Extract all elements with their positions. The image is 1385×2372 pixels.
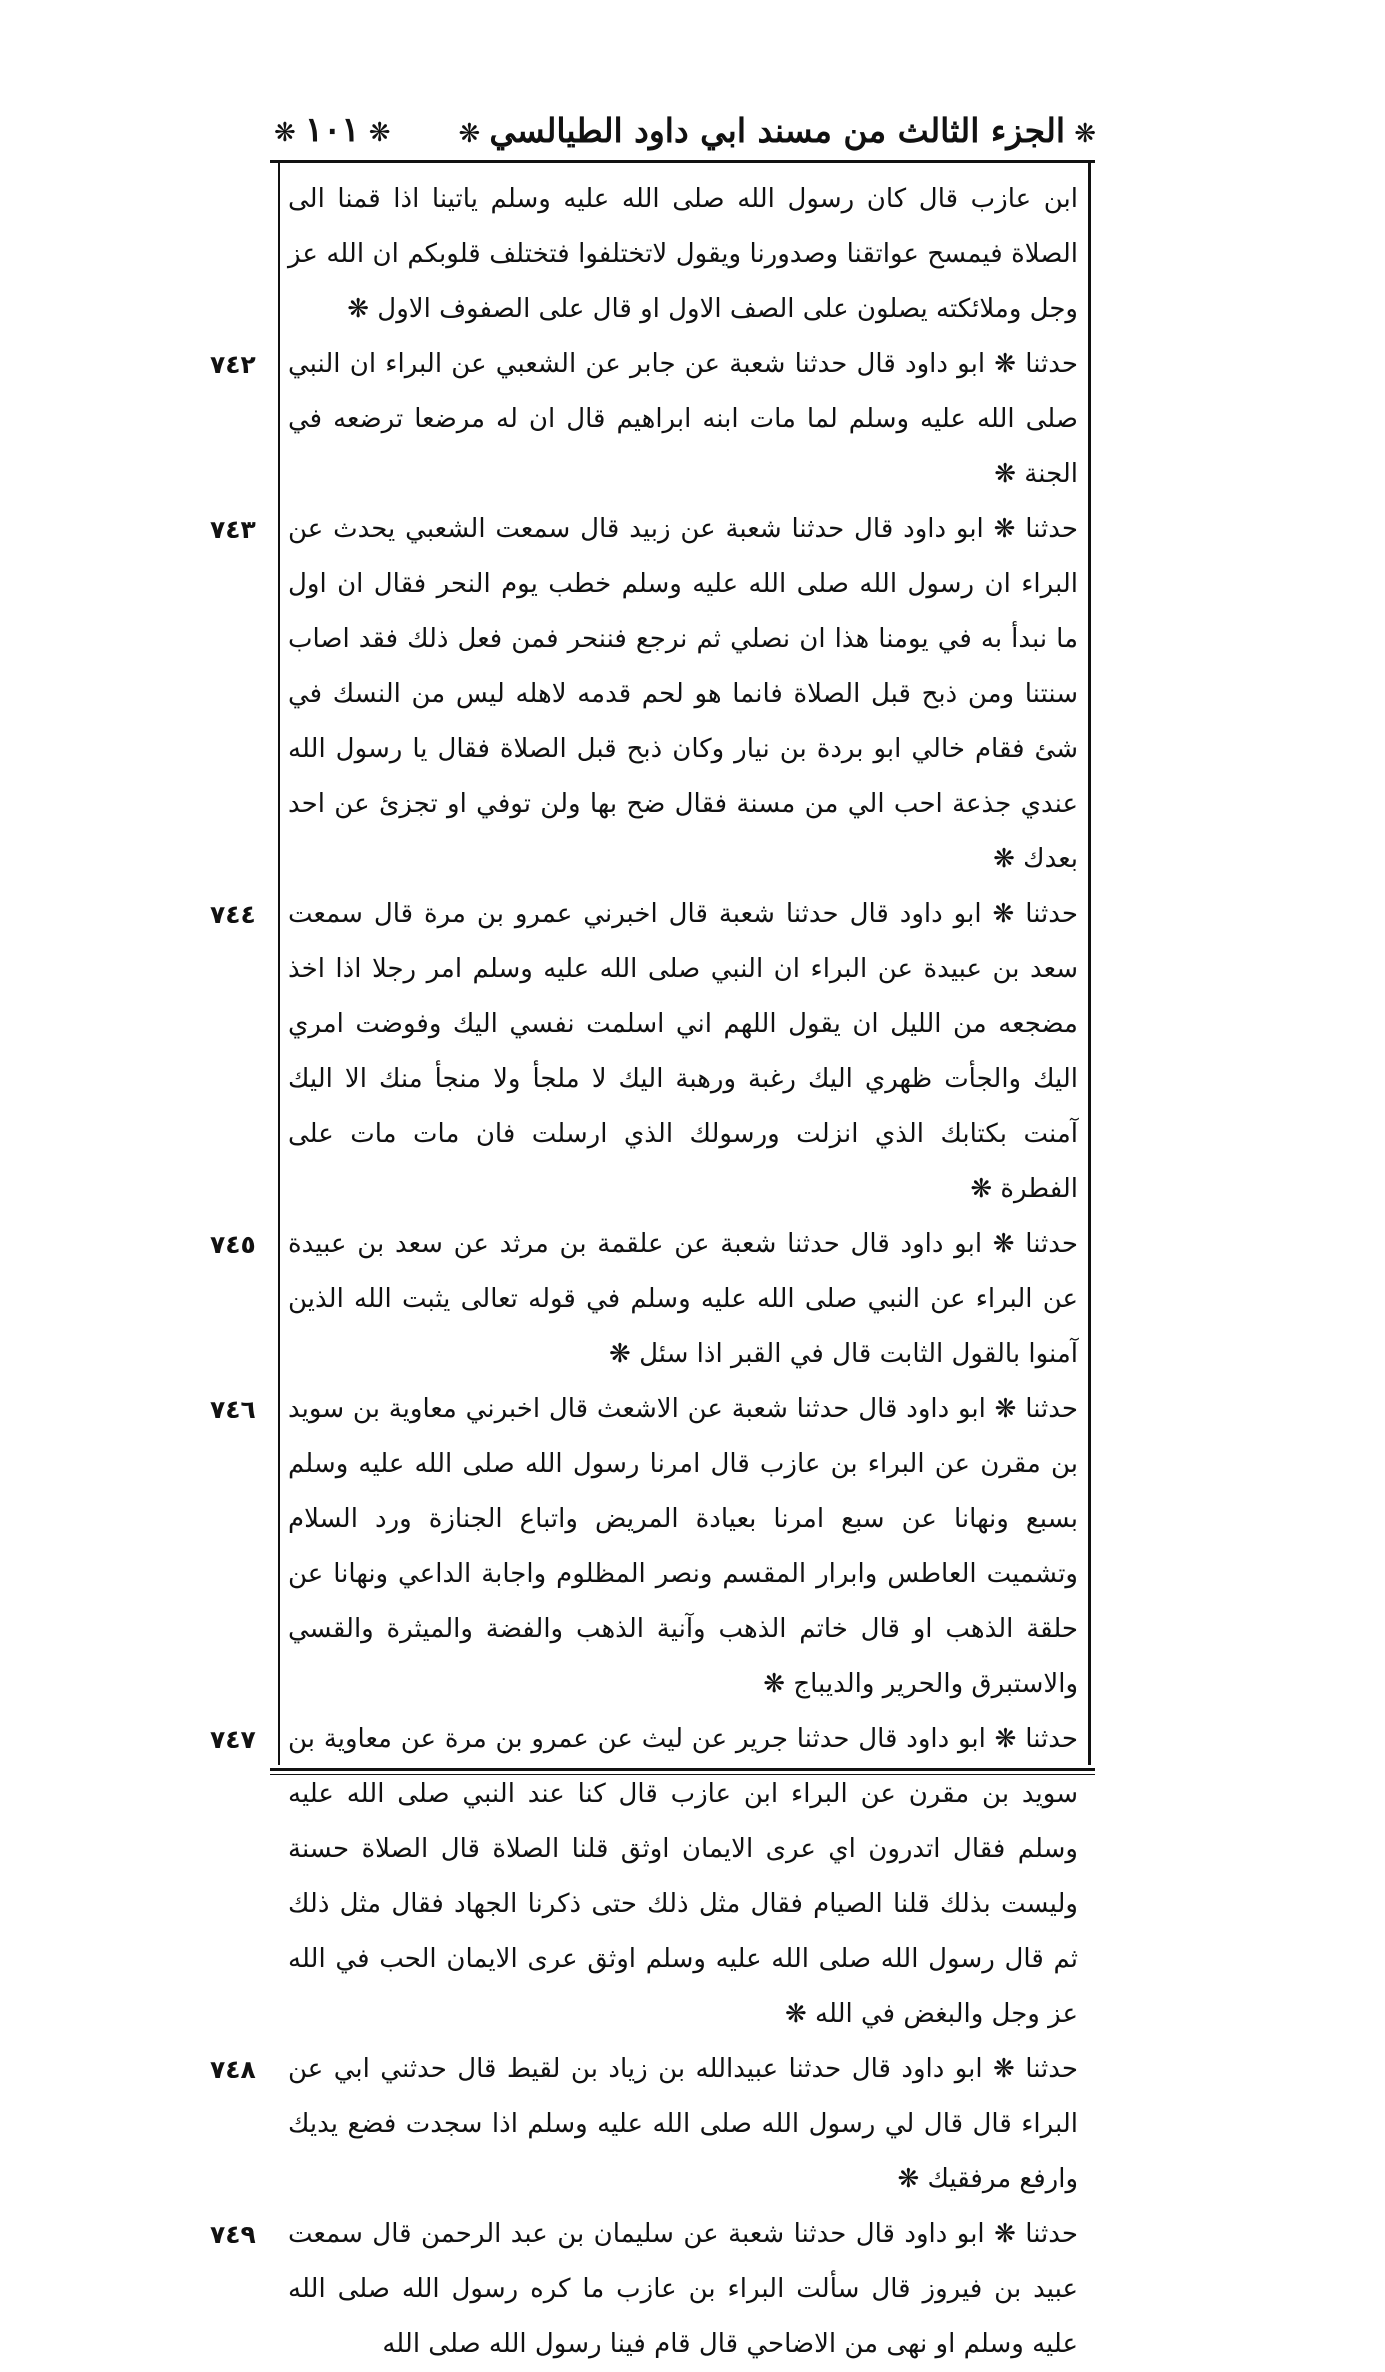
hadith-paragraph	[210, 1712, 1078, 2042]
running-title-text: الجزء الثالث من مسند ابي داود الطيالسي	[489, 110, 1066, 150]
ornament-icon: ❋	[458, 118, 481, 149]
hadith-number: ٧٤٣	[210, 515, 256, 544]
paragraph-text: حدثنا ❋ ابو داود قال حدثنا شعبة عن جابر عن الشعبي عن البراء ان النبي صلى الله عليه وسلم لما مات ابنه ابراهيم قال ان له مرضعا ترضعه في الجنة ❋	[288, 349, 1078, 489]
hadith-paragraph	[210, 2042, 1078, 2207]
hadith-paragraph	[210, 502, 1078, 887]
hadith-number: ٧٤٨	[210, 2055, 256, 2084]
paragraph-text: حدثنا ❋ ابو داود قال حدثنا شعبة عن سليمان بن عبد الرحمن قال سمعت عبيد بن فيروز قال سألت البراء بن عازب ما كره رسول الله صلى الله عليه وسلم او نهى من الاضاحي قال قام فينا رسول الله صلى الله	[288, 2219, 1078, 2359]
hadith-paragraph	[210, 887, 1078, 1217]
page-number-block	[270, 110, 395, 150]
bottom-rule	[270, 1768, 1095, 1771]
hadith-number: ٧٤٧	[210, 1725, 256, 1754]
paragraph-text: ابن عازب قال كان رسول الله صلى الله عليه وسلم ياتينا اذا قمنا الى الصلاة فيمسح عواتقنا وصدورنا ويقول لاتختلفوا فتختلف قلوبكم ان الله عز وجل وملائكته يصلون على الصف الاول او قال على الصفوف الاول ❋	[288, 184, 1078, 324]
hadith-paragraph	[210, 2207, 1078, 2372]
hadith-number: ٧٤٢	[210, 350, 256, 379]
hadith-paragraph	[210, 1382, 1078, 1712]
ornament-icon: ❋	[368, 118, 391, 148]
hadith-paragraph	[210, 1217, 1078, 1382]
paragraph-text: حدثنا ❋ ابو داود قال حدثنا شعبة قال اخبرني عمرو بن مرة قال سمعت سعد بن عبيدة عن البراء ان النبي صلى الله عليه وسلم امر رجلا اذا اخذ مضجعه من الليل ان يقول اللهم اني اسلمت نفسي اليك وفوضت امري اليك والجأت ظهري اليك رغبة ورهبة اليك لا ملجأ ولا منجأ منك الا اليك آمنت بكتابك الذي انزلت ورسولك الذي ارسلت فان مات مات على الفطرة ❋	[288, 899, 1078, 1204]
page-header	[270, 104, 1100, 156]
hadith-paragraph	[210, 337, 1078, 502]
paragraph-text: حدثنا ❋ ابو داود قال حدثنا جرير عن ليث عن عمرو بن مرة عن معاوية بن سويد بن مقرن عن البراء ابن عازب قال كنا عند النبي صلى الله عليه وسلم فقال اتدرون اي عرى الايمان اوثق قلنا الصلاة قال الصلاة حسنة وليست بذلك قلنا الصيام فقال مثل ذلك حتى ذكرنا الجهاد فقال مثل ذلك ثم قال رسول الله صلى الله عليه وسلم اوثق عرى الايمان الحب في الله عز وجل والبغض في الله ❋	[288, 1724, 1078, 2029]
ornament-icon: ❋	[1074, 118, 1096, 149]
hadith-number: ٧٤٩	[210, 2220, 256, 2249]
main-text	[210, 172, 1078, 2372]
paragraph-text: حدثنا ❋ ابو داود قال حدثنا شعبة عن زبيد قال سمعت الشعبي يحدث عن البراء ان رسول الله صلى الله عليه وسلم خطب يوم النحر فقال ان اول ما نبدأ به في يومنا هذا ان نصلي ثم نرجع فننحر فمن فعل ذلك فقد اصاب سنتنا ومن ذبح قبل الصلاة فانما هو لحم قدمه لاهله ليس من النسك في شئ فقام خالي ابو بردة بن نيار وكان ذبح قبل الصلاة فقال يا رسول الله عندي جذعة احب الي من مسنة فقال ضح بها ولن توفي او تجزئ عن احد بعدك ❋	[288, 514, 1078, 874]
paragraph-text: حدثنا ❋ ابو داود قال حدثنا شعبة عن علقمة بن مرثد عن سعد بن عبيدة عن البراء عن النبي صلى الله عليه وسلم في قوله تعالى يثبت الله الذين آمنوا بالقول الثابت قال في القبر اذا سئل ❋	[288, 1229, 1078, 1369]
running-title	[454, 111, 1100, 150]
paragraph-text: حدثنا ❋ ابو داود قال حدثنا شعبة عن الاشعث قال اخبرني معاوية بن سويد بن مقرن عن البراء بن عازب قال امرنا رسول الله صلى الله عليه وسلم بسبع ونهانا عن سبع امرنا بعيادة المريض واتباع الجنازة ورد السلام وتشميت العاطس وابرار المقسم ونصر المظلوم واجابة الداعي ونهانا عن حلقة الذهب او قال خاتم الذهب وآنية الذهب والفضة والميثرة والقسي والاستبرق والحرير والديباج ❋	[288, 1394, 1078, 1699]
page-number: ١٠١	[304, 110, 360, 150]
hadith-number: ٧٤٥	[210, 1230, 256, 1259]
bottom-rule-thin	[270, 1774, 1095, 1775]
paragraph-text: حدثنا ❋ ابو داود قال حدثنا عبيدالله بن زياد بن لقيط قال حدثني ابي عن البراء قال قال لي رسول الله صلى الله عليه وسلم اذا سجدت فضع يديك وارفع مرفقيك ❋	[288, 2054, 1078, 2194]
hadith-number: ٧٤٦	[210, 1395, 256, 1424]
ornament-icon: ❋	[274, 118, 296, 148]
hadith-paragraph	[288, 172, 1078, 337]
hadith-number: ٧٤٤	[210, 900, 256, 929]
